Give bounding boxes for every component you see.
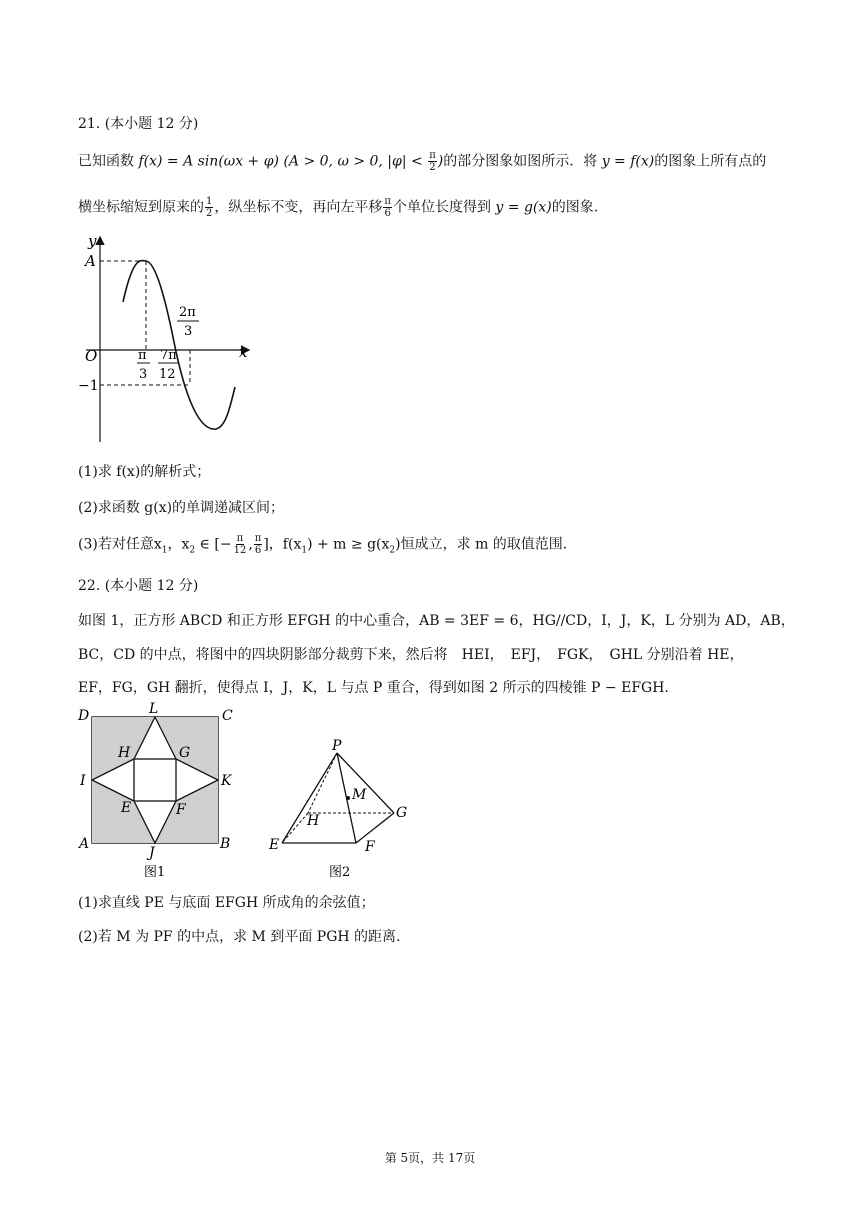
label-J: J (149, 845, 155, 861)
q22-part1: (1)求直线 PE 与底面 EFGH 所成角的余弦值； (78, 895, 375, 911)
square-EFGH (134, 759, 176, 801)
q22-part2: (2)若 M 为 PF 的中点，求 M 到平面 PGH 的距离. (78, 929, 401, 945)
frac-den: 6 (254, 545, 262, 556)
q22-stem-line1: 如图 1，正方形 ABCD 和正方形 EFGH 的中心重合，AB = 3EF = 6，HG//CD，I，J，K，L 分别为 AD，AB， (78, 613, 795, 629)
q21-stem2-a: 横坐标缩短到原来的 (78, 199, 204, 216)
q21-frac-pi-6 (383, 196, 392, 219)
q21-p3-f: )恒成立，求 m 的取值范围. (395, 536, 568, 553)
edge-PH-hidden (308, 753, 337, 813)
A-label: A (85, 252, 96, 270)
q21-p3-e: ) + m ≥ g(x (307, 536, 390, 553)
label-K: K (221, 773, 232, 789)
q21-frac-pi-2 (428, 150, 437, 173)
q21-stem1-b: 的部分图象如图所示．将 (443, 153, 602, 170)
sub-2: 2 (389, 545, 396, 556)
q22-stem-line3: EF，FG，GH 翻折，使得点 I，J，K，L 与点 P 重合，得到如图 2 所示的四棱锥 P − EFGH. (78, 680, 669, 696)
q21-y-eq-g: y = g(x) (495, 199, 552, 216)
edge-PE (282, 753, 337, 843)
label-E2: E (269, 837, 280, 853)
tick-7pi12-num: 7π (160, 348, 177, 363)
label-A: A (79, 836, 90, 852)
fig1-caption: 图1 (144, 865, 166, 880)
q21-p3-b: ，x (167, 536, 190, 553)
q22-figure2 (262, 735, 422, 883)
label-B: B (220, 836, 231, 852)
label-L: L (149, 701, 159, 717)
label-E: E (121, 800, 132, 816)
label-C: C (222, 708, 233, 724)
q21-stem2-d: 的图象. (551, 199, 599, 216)
q21-part1: (1)求 f(x)的解析式； (78, 464, 211, 480)
frac-den: 2 (206, 208, 213, 219)
frac-den: 2 (429, 162, 436, 173)
frac-den: 12 (233, 545, 247, 556)
tick-pi3-num: π (138, 348, 147, 363)
sub-1: 1 (301, 545, 308, 556)
q21-p3-d: ]，f(x (263, 536, 302, 553)
q21-stem1-a: 已知函数 (78, 153, 139, 170)
edge-PG (337, 753, 394, 813)
label-I: I (80, 773, 86, 789)
q21-stem2-c: 个单位长度得到 (392, 199, 496, 216)
q21-close-paren: ) (437, 153, 444, 170)
fig2-caption: 图2 (329, 865, 351, 880)
frac-num: π (384, 196, 391, 207)
origin-label: O (85, 347, 98, 365)
q21-stem1-c: 的图象上所有点的 (654, 153, 767, 170)
q21-part2: (2)求函数 g(x)的单调递减区间； (78, 500, 285, 516)
x-axis-label: x (239, 343, 248, 361)
sub-1: 1 (161, 545, 168, 556)
q21-stem2-b: ，纵坐标不变，再向左平移 (214, 199, 383, 216)
q21-frac-pi-6b (254, 533, 263, 556)
neg1-label: −1 (78, 378, 99, 394)
q21-frac-pi-12 (233, 533, 248, 556)
y-axis-label: y (88, 232, 97, 250)
q21-function-def: f(x) = A sin(ωx + φ) (A > 0, ω > 0, |φ| < (138, 153, 428, 170)
tick-pi3-den: 3 (139, 367, 148, 382)
label-H: H (118, 745, 131, 761)
label-D: D (78, 708, 90, 724)
frac-num: π (236, 533, 244, 544)
frac-den: 6 (384, 208, 391, 219)
label-P: P (332, 738, 342, 754)
q21-part3: (3)若对任意$x_1$，$x_2$ ∈ [− $\frac{\pi}{12}$ , $\frac{\pi}{6}$ ]，$f(x_1) + m \ge g(x_2)$恒成立，求 m 的取值范围. (78, 533, 568, 556)
sine-curve (123, 261, 235, 430)
q21-stem-line1 (78, 150, 766, 173)
sub-2: 2 (189, 545, 196, 556)
q22-stem-line2: BC，CD 的中点，将图中的四块阴影部分裁剪下来，然后将 HEI， EFJ， FGK， GHL 分别沿着 HE， (78, 647, 744, 663)
label-H2: H (307, 813, 320, 829)
q22-figure1 (76, 700, 246, 885)
q21-p3-c: ∈ [− (195, 536, 232, 553)
page-footer: 第 5页，共 17页 (384, 1151, 476, 1165)
q21-frac-1-2 (205, 196, 213, 219)
q21-stem-line2 (78, 196, 598, 219)
q21-sine-graph (78, 232, 258, 447)
q21-p3-a: (3)若对任意x (78, 536, 162, 553)
point-M (346, 796, 350, 800)
label-M: M (352, 787, 367, 803)
label-G: G (179, 745, 191, 761)
tick-2pi3-num: 2π (179, 305, 196, 320)
edge-HE-hidden (282, 813, 308, 843)
q21-y-eq-f: y = f(x) (601, 153, 655, 170)
label-F: F (176, 802, 186, 818)
label-F2: F (365, 839, 375, 855)
q22-header: 22. (本小题 12 分) (78, 578, 199, 594)
edge-FG (356, 813, 394, 843)
label-G2: G (396, 805, 408, 821)
q21-header: 21. (本小题 12 分) (78, 116, 199, 132)
tick-7pi12-den: 12 (159, 367, 176, 382)
frac-num: π (429, 150, 436, 161)
tick-2pi3-den: 3 (184, 324, 193, 339)
frac-num: π (254, 533, 262, 544)
frac-num: 1 (206, 196, 213, 207)
